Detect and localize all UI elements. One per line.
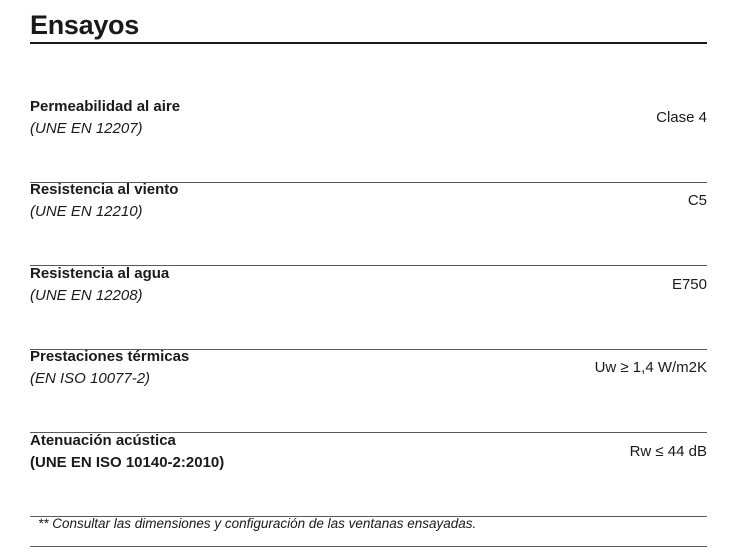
test-row-wind-resistance xyxy=(30,181,707,266)
test-name: Prestaciones térmicas xyxy=(30,348,190,365)
test-standard: (EN ISO 10077-2) xyxy=(30,370,151,387)
test-name: Resistencia al agua xyxy=(30,265,170,282)
test-name: Resistencia al viento xyxy=(30,181,179,198)
test-name: Permeabilidad al aire xyxy=(30,98,181,115)
footnote-divider xyxy=(30,546,707,547)
test-value: C5 xyxy=(687,192,707,209)
test-standard: (UNE EN 12210) xyxy=(30,203,143,220)
test-standard: (UNE EN ISO 10140-2:2010) xyxy=(30,454,225,471)
test-standard: (UNE EN 12207) xyxy=(30,120,143,137)
test-standard: (UNE EN 12208) xyxy=(30,287,143,304)
test-row-acoustic-attenuation xyxy=(30,432,707,517)
section-title: Ensayos xyxy=(30,10,139,40)
test-row-thermal-performance xyxy=(30,348,707,433)
test-value: Uw ≥ 1,4 W/m2K xyxy=(594,359,707,376)
test-value: Clase 4 xyxy=(656,109,707,126)
title-divider xyxy=(30,42,707,44)
test-value: Rw ≤ 44 dB xyxy=(629,443,707,460)
footnote: ** Consultar las dimensiones y configuración de las ventanas ensayadas. xyxy=(38,516,477,531)
test-name: Atenuación acústica xyxy=(30,432,176,449)
test-row-water-resistance xyxy=(30,265,707,350)
test-value: E750 xyxy=(671,276,707,293)
test-row-air-permeability xyxy=(30,98,707,183)
